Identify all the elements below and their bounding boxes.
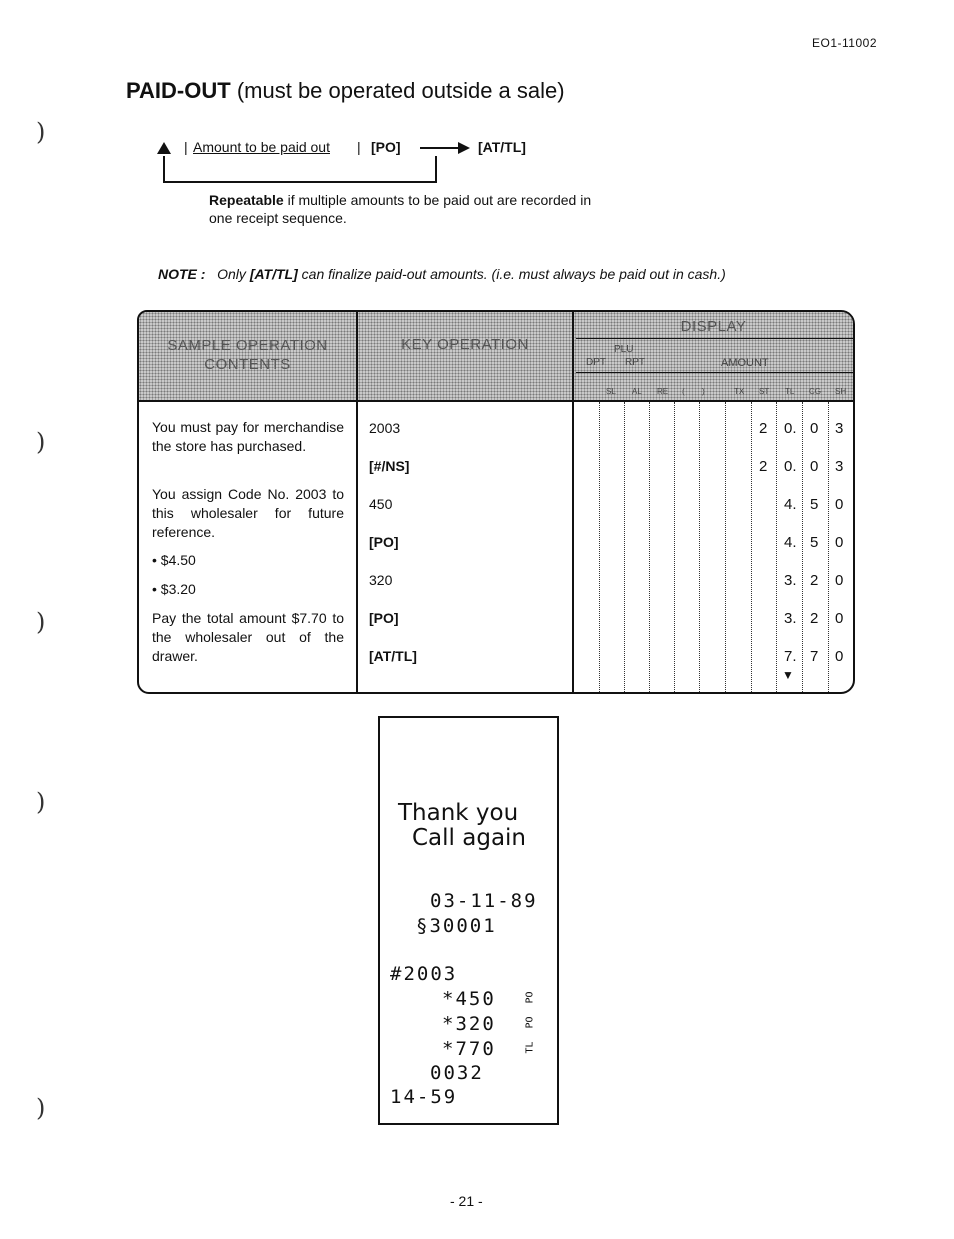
display-digit: 5 <box>810 496 819 513</box>
seq-amount-label: Amount to be paid out <box>193 139 330 155</box>
receipt-side-label-1: PO <box>524 991 536 1004</box>
display-divider-1 <box>576 338 853 339</box>
display-digit: 0. <box>784 420 797 437</box>
total-triangle-icon: ▼ <box>782 668 794 682</box>
display-digit: 3. <box>784 610 797 627</box>
display-indicator-label: ) <box>702 387 705 396</box>
repeatable-rest: if multiple amounts to be paid out are recorded in <box>283 192 592 208</box>
display-indicator-label: SL <box>606 387 616 396</box>
note-bold: [AT/TL] <box>249 266 298 282</box>
document-number: EO1-11002 <box>812 36 877 50</box>
display-indicator-label: TL <box>785 387 795 396</box>
display-digit: 7. <box>784 648 797 665</box>
receipt <box>378 716 559 1125</box>
display-digit: 0 <box>835 648 844 665</box>
key-operation-row: 320 <box>369 572 393 588</box>
margin-mark-3: ) <box>36 608 46 636</box>
seq-po-key: [PO] <box>371 139 401 155</box>
display-digit: 0 <box>835 610 844 627</box>
key-operation-row: 2003 <box>369 420 401 436</box>
note <box>158 266 726 282</box>
content-row-1: You must pay for merchandise the store has purchased. <box>152 419 344 454</box>
header-sample-line1: SAMPLE OPERATION <box>167 337 328 354</box>
display-digit: 4. <box>784 496 797 513</box>
display-indicator-label: ST <box>759 387 770 396</box>
arrow-right-icon <box>458 142 470 154</box>
receipt-side-label-2: PO <box>524 1016 536 1029</box>
display-column-guide <box>828 402 829 692</box>
receipt-time: 14-59 <box>390 1086 458 1108</box>
receipt-code: #2003 <box>390 963 458 985</box>
display-digit: 0 <box>835 496 844 513</box>
note-pre: Only <box>217 266 250 282</box>
header-plu: PLU <box>614 344 634 355</box>
note-post: can finalize paid-out amounts. (i.e. must always be paid out in cash.) <box>297 266 726 282</box>
receipt-item-1: *450 <box>442 988 496 1010</box>
display-digit: 3. <box>784 572 797 589</box>
note-label: NOTE : <box>158 266 206 282</box>
display-digit: 0 <box>835 534 844 551</box>
receipt-side-label-3: TL <box>524 1041 536 1054</box>
display-digit: 4. <box>784 534 797 551</box>
operation-table <box>137 310 855 694</box>
seq-bar-left: | <box>184 139 188 155</box>
display-column-guide <box>725 402 726 692</box>
display-column-guide <box>649 402 650 692</box>
content-row-3: • $4.50 <box>152 552 196 568</box>
receipt-item-2: *320 <box>442 1013 496 1035</box>
display-digit: 0 <box>810 458 819 475</box>
receipt-count: 0032 <box>430 1062 484 1084</box>
header-sample-line2: CONTENTS <box>204 356 291 373</box>
display-digit: 7 <box>810 648 819 665</box>
display-column-guide <box>624 402 625 692</box>
loop-arrow-icon <box>157 142 171 154</box>
display-digit: 0 <box>810 420 819 437</box>
receipt-thanks-line2: Call again <box>412 825 527 851</box>
display-indicator-label: CG <box>809 387 821 396</box>
display-digit: 2 <box>759 420 768 437</box>
receipt-item-3: *770 <box>442 1038 496 1060</box>
display-digit: 2 <box>759 458 768 475</box>
header-amount: AMOUNT <box>721 357 769 369</box>
margin-mark-4: ) <box>36 788 46 816</box>
title-main: PAID-OUT <box>126 78 231 103</box>
repeatable-bold: Repeatable <box>209 192 284 208</box>
display-digit: 3 <box>835 420 844 437</box>
display-indicator-label: TX <box>734 387 745 396</box>
content-row-4: • $3.20 <box>152 581 196 597</box>
header-rpt: RPT <box>625 357 645 368</box>
content-row-5: Pay the total amount $7.70 to the wholesaler out of the drawer. <box>152 610 344 664</box>
display-digit: 5 <box>810 534 819 551</box>
seq-bar-right: | <box>357 139 361 155</box>
page-number: - 21 - <box>450 1193 483 1209</box>
header-key-bg <box>358 312 572 400</box>
col-divider-2 <box>572 312 574 692</box>
seq-arrow-line <box>420 147 460 149</box>
header-bottom-line <box>139 400 853 402</box>
display-column-guide <box>674 402 675 692</box>
key-operation-row: 450 <box>369 496 393 512</box>
display-column-guide <box>802 402 803 692</box>
col-divider-1 <box>356 312 358 692</box>
display-column-guide <box>776 402 777 692</box>
display-indicator-label: SH <box>835 387 847 396</box>
display-digit: 0. <box>784 458 797 475</box>
title-sub: (must be operated outside a sale) <box>236 78 565 103</box>
display-digit: 0 <box>835 572 844 589</box>
margin-mark-5: ) <box>36 1094 46 1122</box>
display-indicator-label: ( <box>682 387 685 396</box>
key-operation-row: [#/NS] <box>369 458 410 474</box>
display-digit: 2 <box>810 610 819 627</box>
seq-attl-key: [AT/TL] <box>478 139 526 155</box>
repeatable-line2: one receipt sequence. <box>209 210 347 226</box>
display-digit: 3 <box>835 458 844 475</box>
receipt-register-id: §30001 <box>416 915 497 937</box>
display-column-guide <box>699 402 700 692</box>
key-operation-row: [AT/TL] <box>369 648 417 664</box>
receipt-date: 03-11-89 <box>430 890 538 912</box>
header-dpt: DPT <box>586 357 606 368</box>
key-operation-row: [PO] <box>369 534 399 550</box>
header-sample-operation <box>139 336 356 374</box>
content-row-2: You assign Code No. 2003 to this wholesaler for future reference. <box>152 486 344 540</box>
display-divider-2 <box>576 372 853 373</box>
header-display: DISPLAY <box>680 318 747 335</box>
display-digit: 2 <box>810 572 819 589</box>
display-column-guide <box>599 402 600 692</box>
display-indicator-label: RE <box>657 387 669 396</box>
margin-mark-2: ) <box>36 428 46 456</box>
page-title <box>126 78 565 104</box>
repeat-loop-line <box>163 156 437 183</box>
display-column-guide <box>751 402 752 692</box>
display-indicator-label: AL <box>632 387 642 396</box>
receipt-thanks-line1: Thank you <box>398 800 519 826</box>
repeatable-description <box>209 191 669 227</box>
key-operation-row: [PO] <box>369 610 399 626</box>
margin-mark-1: ) <box>36 118 46 146</box>
header-key-operation: KEY OPERATION <box>401 336 529 353</box>
